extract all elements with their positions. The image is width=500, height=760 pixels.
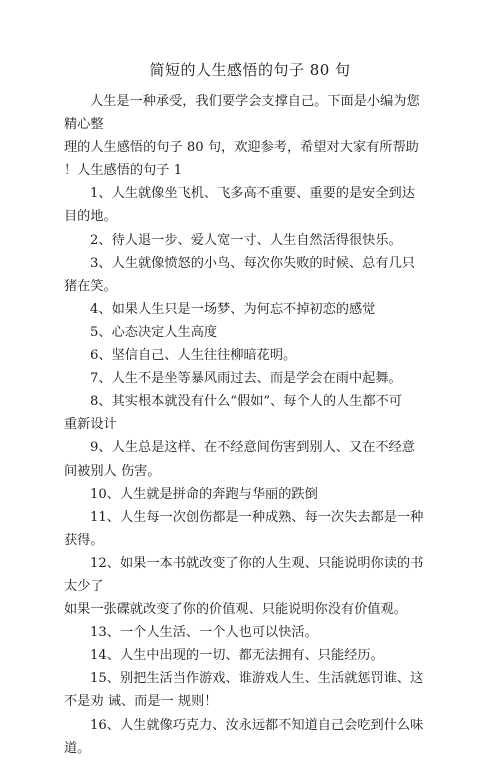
text-line: 15、别把生活当作游戏、谁游戏人生、生活就惩罚谁、这	[90, 671, 424, 687]
document-body	[64, 90, 424, 760]
text-line: 16、人生就像巧克力、汝永远都不知道自己会吃到什么味	[90, 717, 424, 733]
text-line: 理的人生感悟的句子 80 句，欢迎参考，希望对大家有所帮助	[64, 140, 419, 156]
text-line: 13、一个人生活、一个人也可以快活。	[90, 625, 318, 641]
document-title: 简短的人生感悟的句子 80 句	[149, 61, 351, 79]
text-line: 目的地。	[64, 209, 117, 225]
text-line: 4、如果人生只是一场梦、为何忘不掉初恋的感觉	[90, 301, 376, 317]
text-line: 不是劝 诫、而是一 规则！	[64, 694, 218, 710]
text-line: 14、人生中出现的一切、都无法拥有、只能经历。	[90, 648, 384, 664]
text-line: 3、人生就像愤怒的小鸟、每次你失败的时候、总有几只	[90, 255, 415, 271]
text-line: 如果一张碟就改变了你的价值观、只能说明你没有价值观。	[64, 602, 407, 618]
text-line: 道。	[64, 740, 91, 756]
text-line: 10、人生就是拼命的奔跑与华丽的跌倒	[90, 486, 318, 502]
text-line: 8、其实根本就没有什么“假如”、每个人的人生都不可	[90, 394, 402, 410]
text-line: 6、坚信自己、人生往往柳暗花明。	[90, 348, 297, 364]
text-line: 猪在笑。	[64, 278, 117, 294]
text-line: 太少了	[64, 578, 104, 594]
text-line: 11、人生每一次创伤都是一种成熟、每一次失去都是一种	[90, 509, 424, 525]
text-line: ！人生感悟的句子 1	[64, 163, 183, 179]
text-line: 9、人生总是这样、在不经意间伤害到别人、又在不经意	[90, 440, 415, 456]
text-line: 12、如果一本书就改变了你的人生观、只能说明你读的书	[90, 555, 424, 571]
text-line: 2、待人退一步、爱人宽一寸、人生自然活得很快乐。	[90, 232, 402, 248]
text-line: 7、人生不是坐等暴风雨过去、而是学会在雨中起舞。	[90, 371, 402, 387]
text-line: 获得。	[64, 532, 104, 548]
text-line: 精心整	[64, 117, 104, 133]
text-line: 间被别人 伤害。	[64, 463, 161, 479]
text-line: 1、人生就像坐飞机、飞多高不重要、重要的是安全到达	[90, 186, 415, 202]
text-line: 5、心态决定人生高度	[90, 324, 218, 340]
text-line: 人生是一种承受，我们要学会支撑自己。下面是小编为您	[90, 94, 420, 109]
text-line: 重新设计	[64, 417, 117, 433]
